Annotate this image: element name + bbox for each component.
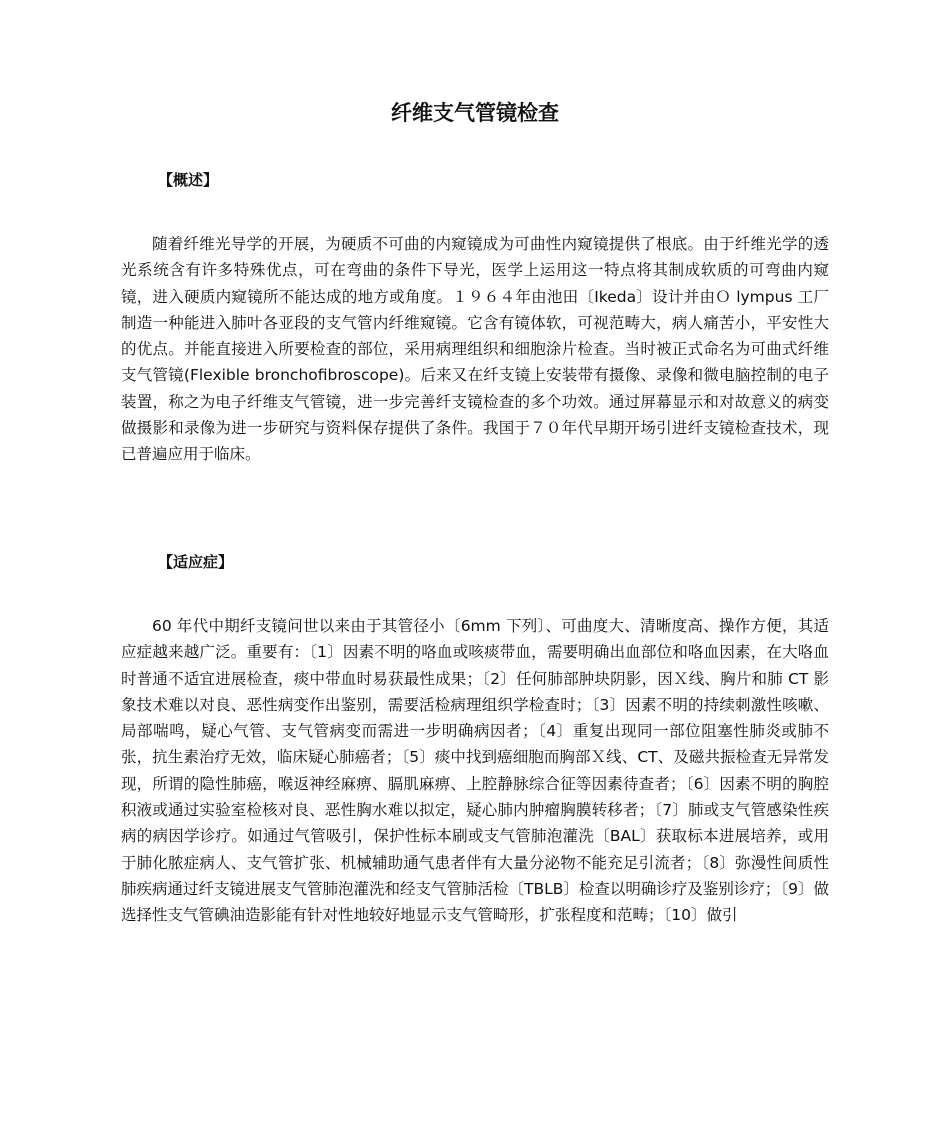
section-paragraph-overview: 随着纤维光导学的开展，为硬质不可曲的内窥镜成为可曲性内窥镜提供了根底。由于纤维光学的透光系统含有许多特殊优点，可在弯曲的条件下导光，医学上运用这一特点将其制成软质的可弯曲内窥镜，进入硬质内窥镜所不能达成的地方或角度。１９６４年由池田〔Ikeda〕设计并由Ｏ lympus 工厂制造一种能进入肺叶各亚段的支气管内纤维窥镜。它含有镜体软，可视范畴大，病人痛苦小，平安性大的优点。并能直接进入所要检查的部位，采用病理组织和细胞涂片检查。当时被正式命名为可曲式纤维支气管镜(Flexible bronchofibroscope)。后来又在纤支镜上安装带有摄像、录像和微电脑控制的电子装置，称之为电子纤维支气管镜，进一步完善纤支镜检查的多个功效。通过屏幕显示和对故意义的病变做摄影和录像为进一步研究与资料保存提供了条件。我国于７０年代早期开场引进纤支镜检查技术，现已普遍应用于临床。	[121, 235, 829, 464]
section-paragraph-indications: 60 年代中期纤支镜问世以来由于其管径小〔6mm 下列〕、可曲度大、清晰度高、操作方便，其适应症越来越广泛。重要有：〔1〕因素不明的咯血或咳痰带血，需要明确出血部位和咯血因素，在大咯血时普通不适宜进展检查，痰中带血时易获最性成果；〔2〕任何肺部肿块阴影，因Ｘ线、胸片和肺 CT 影象技术难以对良、恶性病变作出鉴别，需要活检病理组织学检查时；〔3〕因素不明的持续刺激性咳嗽、局部喘鸣，疑心气管、支气管病变而需进一步明确病因者；〔4〕重复出现同一部位阻塞性肺炎或肺不张，抗生素治疗无效，临床疑心肺癌者；〔5〕痰中找到癌细胞而胸部Ｘ线、CT、及磁共振检查无异常发现，所谓的隐性肺癌，喉返神经麻痹、膈肌麻痹、上腔静脉综合征等因素待查者；〔6〕因素不明的胸腔积液或通过实验室检核对良、恶性胸水难以拟定，疑心肺内肿瘤胸膜转移者；〔7〕肺或支气管感染性疾病的病因学诊疗。如通过气管吸引，保护性标本刷或支气管肺泡灌洗〔BAL〕获取标本进展培养，或用于肺化脓症病人、支气管扩张、机械辅助通气患者伴有大量分泌物不能充足引流者；〔8〕弥漫性间质性肺疾病通过纤支镜进展支气管肺泡灌洗和经支气管肺活检〔TBLB〕检查以明确诊疗及鉴别诊疗；〔9〕做选择性支气管碘油造影能有针对性地较好地显示支气管畸形，扩张程度和范畴；〔10〕做引	[121, 617, 829, 925]
section-heading-indications: 【适应症】	[158, 553, 234, 571]
document-title: 纤维支气管镜检查	[391, 101, 559, 125]
section-heading-overview: 【概述】	[158, 171, 219, 189]
